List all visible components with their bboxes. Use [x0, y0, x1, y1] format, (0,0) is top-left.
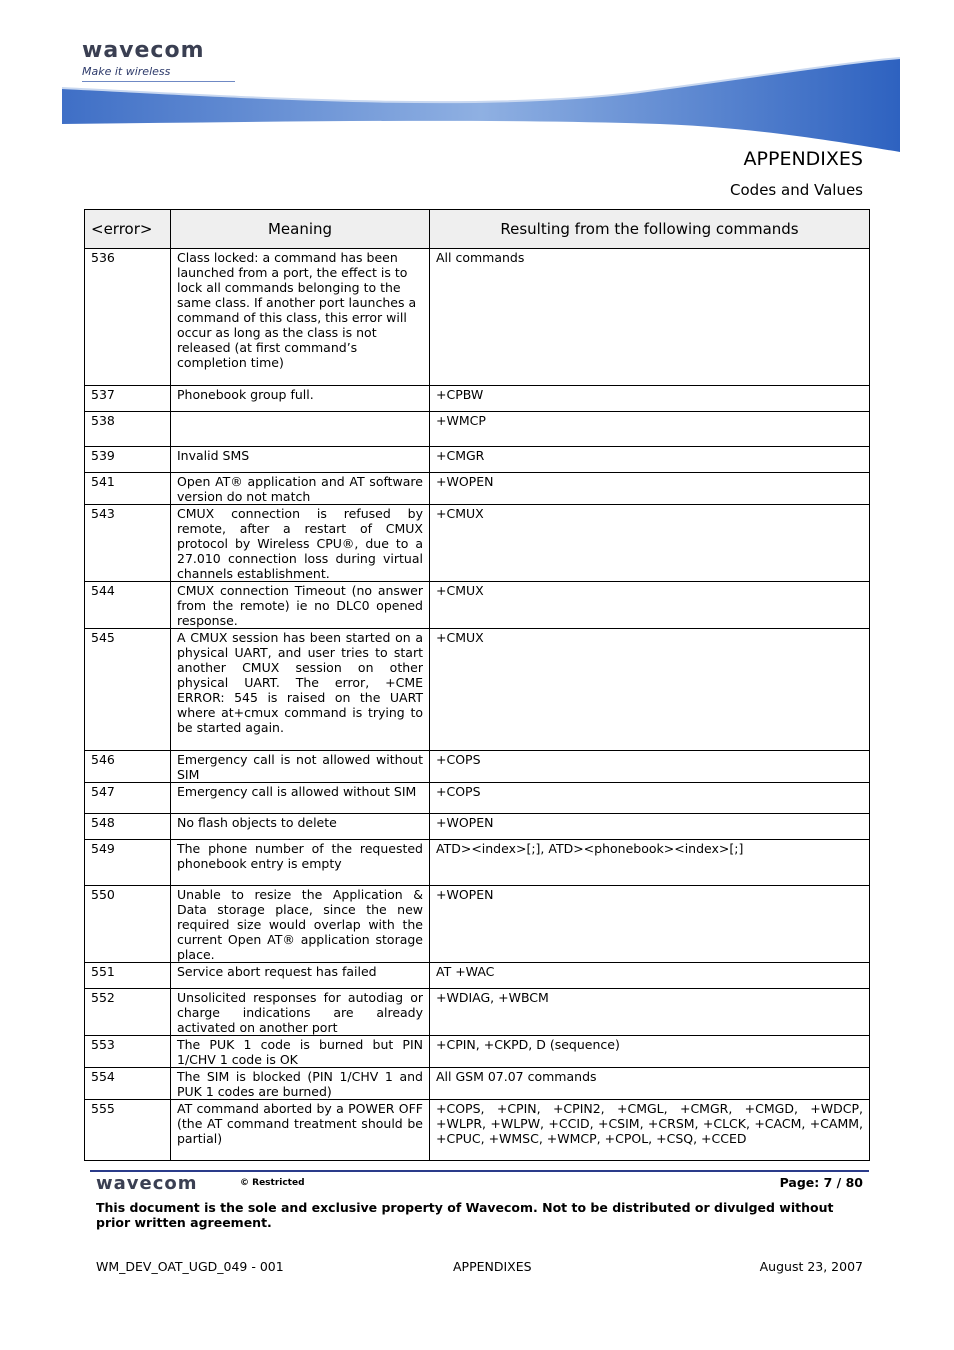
footer-rule	[90, 1170, 869, 1172]
error-commands: +CPBW	[430, 386, 870, 412]
error-commands: +WOPEN	[430, 814, 870, 840]
error-commands: ATD><index>[;], ATD><phonebook><index>[;]	[430, 840, 870, 886]
header-error: <error>	[85, 210, 171, 249]
error-commands: AT +WAC	[430, 963, 870, 989]
error-meaning: CMUX connection is refused by remote, after a restart of CMUX protocol by Wireless CPU®, due to a 27.010 connection loss during virtual channels establishment.	[171, 505, 430, 582]
error-code: 539	[85, 447, 171, 473]
error-meaning: Open AT® application and AT software version do not match	[171, 473, 430, 505]
error-meaning: Invalid SMS	[171, 447, 430, 473]
table-row	[85, 1036, 870, 1068]
error-code: 553	[85, 1036, 171, 1068]
error-commands: +WMCP	[430, 412, 870, 447]
error-meaning: Service abort request has failed	[171, 963, 430, 989]
table-row	[85, 249, 870, 386]
error-code: 551	[85, 963, 171, 989]
table-row	[85, 505, 870, 582]
error-meaning: The SIM is blocked (PIN 1/CHV 1 and PUK 1 codes are burned)	[171, 1068, 430, 1100]
confidentiality-notice: This document is the sole and exclusive property of Wavecom. Not to be distributed or divulged without prior written agreement.	[96, 1200, 834, 1230]
table-row	[85, 1100, 870, 1161]
error-commands: All GSM 07.07 commands	[430, 1068, 870, 1100]
document-section: APPENDIXES	[453, 1259, 532, 1274]
error-meaning: Unable to resize the Application & Data storage place, since the new required size would overlap with the current Open AT® application storage place.	[171, 886, 430, 963]
error-codes-table	[84, 209, 870, 1161]
table-row	[85, 814, 870, 840]
table-header-row	[85, 210, 870, 249]
error-code: 544	[85, 582, 171, 629]
header-swoosh-graphic	[60, 52, 902, 162]
error-meaning: Phonebook group full.	[171, 386, 430, 412]
error-code: 550	[85, 886, 171, 963]
page-label: Page:	[779, 1175, 824, 1190]
table-row	[85, 447, 870, 473]
table-row	[85, 386, 870, 412]
error-code: 538	[85, 412, 171, 447]
error-commands: +WOPEN	[430, 473, 870, 505]
error-code: 545	[85, 629, 171, 751]
error-commands: +CMGR	[430, 447, 870, 473]
header-meaning: Meaning	[171, 210, 430, 249]
page-current: 7	[823, 1175, 833, 1190]
error-commands: +CMUX	[430, 582, 870, 629]
table-row	[85, 840, 870, 886]
error-code: 537	[85, 386, 171, 412]
error-commands: +CMUX	[430, 629, 870, 751]
table-row	[85, 582, 870, 629]
logo-wordmark: wavecom	[82, 38, 205, 63]
document-reference: WM_DEV_OAT_UGD_049 - 001	[96, 1259, 284, 1274]
error-code: 549	[85, 840, 171, 886]
table-row	[85, 751, 870, 783]
error-meaning: AT command aborted by a POWER OFF (the AT command treatment should be partial)	[171, 1100, 430, 1161]
error-meaning	[171, 412, 430, 447]
error-code: 546	[85, 751, 171, 783]
error-code: 547	[85, 783, 171, 814]
header-commands: Resulting from the following commands	[430, 210, 870, 249]
error-commands: +WDIAG, +WBCM	[430, 989, 870, 1036]
document-date: August 23, 2007	[759, 1259, 863, 1274]
page-total: 80	[845, 1175, 863, 1190]
error-meaning: Unsolicited responses for autodiag or charge indications are already activated on another port	[171, 989, 430, 1036]
error-commands: +WOPEN	[430, 886, 870, 963]
table-row	[85, 1068, 870, 1100]
page-separator: /	[832, 1175, 846, 1190]
logo-tagline: Make it wireless	[82, 65, 171, 78]
table-row	[85, 412, 870, 447]
error-commands: +CPIN, +CKPD, D (sequence)	[430, 1036, 870, 1068]
error-meaning: The phone number of the requested phonebook entry is empty	[171, 840, 430, 886]
error-code: 552	[85, 989, 171, 1036]
error-commands: +COPS	[430, 783, 870, 814]
error-code: 536	[85, 249, 171, 386]
section-title: APPENDIXES	[743, 148, 863, 170]
section-subtitle: Codes and Values	[730, 181, 863, 199]
error-code: 541	[85, 473, 171, 505]
error-meaning: The PUK 1 code is burned but PIN 1/CHV 1 code is OK	[171, 1036, 430, 1068]
error-meaning: Emergency call is allowed without SIM	[171, 783, 430, 814]
table-row	[85, 989, 870, 1036]
error-meaning: No flash objects to delete	[171, 814, 430, 840]
table-row	[85, 473, 870, 505]
error-meaning: A CMUX session has been started on a physical UART, and user tries to start another CMUX session on other physical UART. The error, +CME ERROR: 545 is raised on the UART where at+cmux command is trying to be started again.	[171, 629, 430, 751]
error-code: 548	[85, 814, 171, 840]
table-row	[85, 886, 870, 963]
table-row	[85, 963, 870, 989]
error-meaning: Class locked: a command has been launched from a port, the effect is to lock all commands belonging to the same class. If another port launches a command of this class, this error will occur as long as the class is not released (at first command’s completion time)	[171, 249, 430, 386]
table-row	[85, 783, 870, 814]
error-code: 555	[85, 1100, 171, 1161]
footer-logo: wavecom	[96, 1173, 198, 1194]
error-commands: +COPS, +CPIN, +CPIN2, +CMGL, +CMGR, +CMGD, +WDCP, +WLPR, +WLPW, +CCID, +CSIM, +CRSM, +CLCK, +CACM, +CAMM, +CPUC, +WMSC, +WMCP, +CPOL, +CSQ, +CCED	[430, 1100, 870, 1161]
error-commands: +CMUX	[430, 505, 870, 582]
error-commands: All commands	[430, 249, 870, 386]
table-row	[85, 629, 870, 751]
error-meaning: CMUX connection Timeout (no answer from the remote) ie no DLC0 opened response.	[171, 582, 430, 629]
page-indicator	[780, 1175, 863, 1190]
footer-restricted: © Restricted	[240, 1178, 305, 1188]
error-commands: +COPS	[430, 751, 870, 783]
error-meaning: Emergency call is not allowed without SIM	[171, 751, 430, 783]
error-code: 554	[85, 1068, 171, 1100]
error-code: 543	[85, 505, 171, 582]
